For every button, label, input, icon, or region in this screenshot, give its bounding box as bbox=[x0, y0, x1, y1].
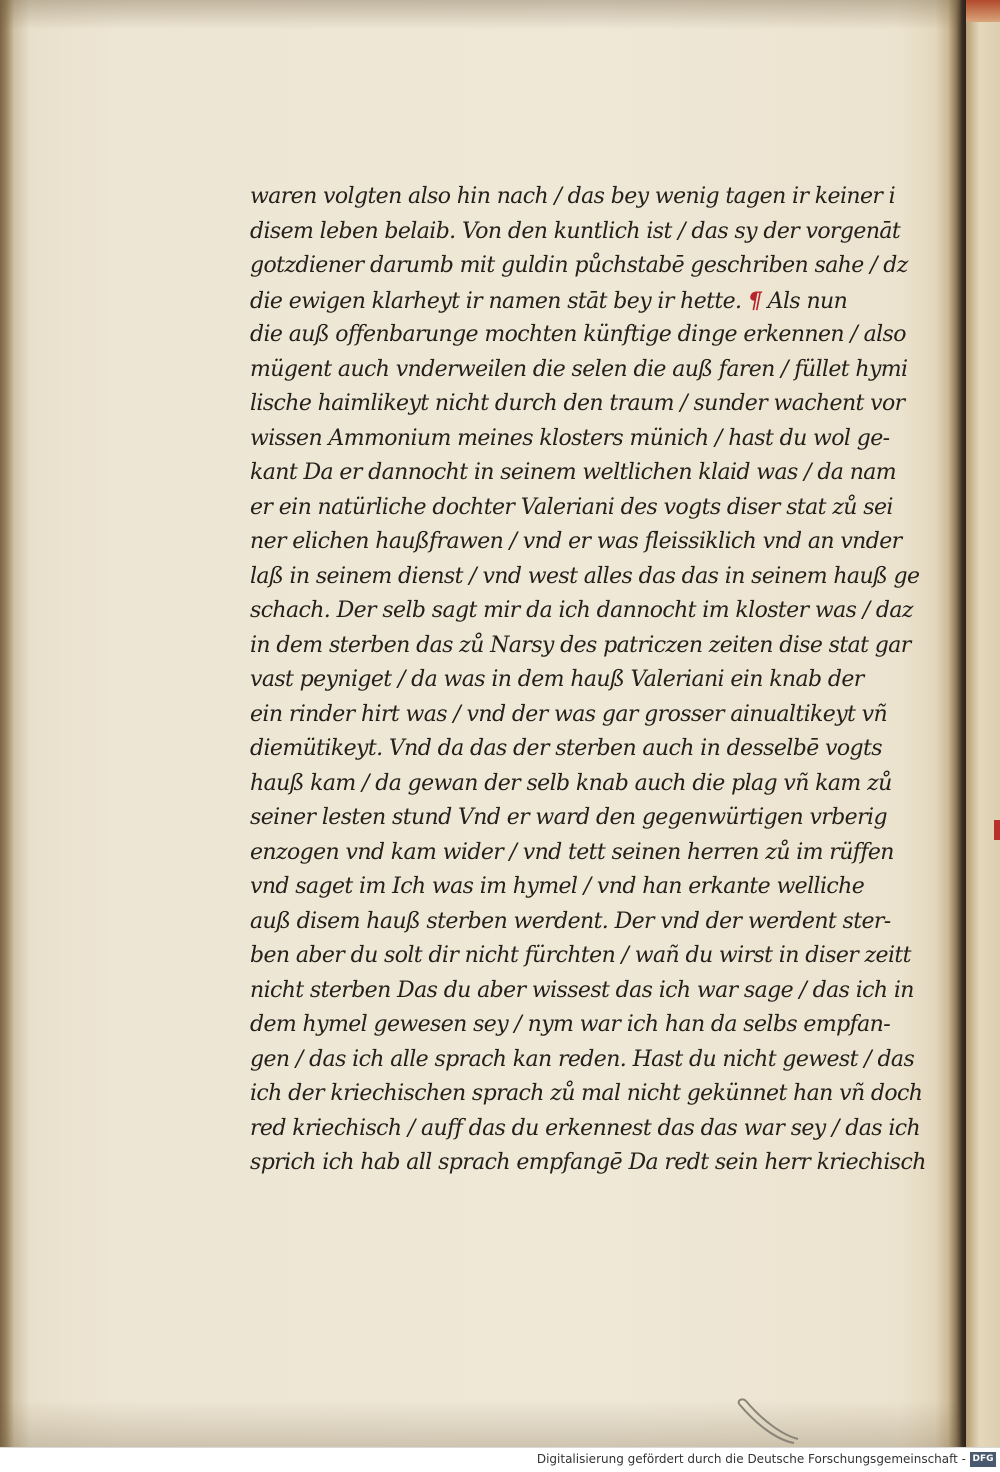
next-page-top-edge bbox=[966, 0, 1000, 22]
text-line: disem leben belaib. Von den kuntlich ist / das sy der vorgenāt bbox=[250, 218, 901, 244]
text-line-start: die ewigen klarheyt ir namen stāt bey ir hette. bbox=[250, 288, 742, 314]
text-line: er ein natürliche dochter Valeriani des vogts diser stat zů sei bbox=[250, 494, 893, 520]
text-line: red kriechisch / auff das du erkennest das das war sey / das ich bbox=[250, 1115, 921, 1141]
text-line: in dem sterben das zů Narsy des patriczen zeiten dise stat gar bbox=[250, 632, 911, 658]
text-line: seiner lesten stund Vnd er ward den gegenwürtigen vrberig bbox=[250, 805, 887, 830]
text-line: ein rinder hirt was / vnd der was gar grosser ainualtikeyt vñ bbox=[250, 701, 888, 727]
text-line-tail: Als nun bbox=[767, 288, 848, 314]
text-line: dem hymel gewesen sey / nym war ich han da selbs empfan- bbox=[250, 1012, 891, 1037]
text-line-with-rubric bbox=[250, 284, 850, 319]
page-top-shadow bbox=[0, 0, 960, 30]
text-line: enzogen vnd kam wider / vnd tett seinen herren zů im rüffen bbox=[250, 839, 894, 865]
next-page-edge bbox=[966, 0, 1000, 1447]
text-line: sprich ich hab all sprach empfangē Da redt sein herr kriechisch bbox=[250, 1150, 926, 1175]
text-line: schach. Der selb sagt mir da ich dannocht im kloster was / daz bbox=[250, 598, 913, 623]
text-line: waren volgten also hin nach / das bey wenig tagen ir keiner i bbox=[250, 184, 896, 209]
blackletter-text-block bbox=[250, 180, 926, 1181]
text-line: auß disem hauß sterben werdent. Der vnd der werdent ster- bbox=[250, 908, 891, 934]
text-line: kant Da er dannocht in seinem weltlichen klaid was / da nam bbox=[250, 460, 897, 485]
text-line: vast peyniget / da was in dem hauß Valeriani ein knab der bbox=[250, 667, 864, 692]
text-line: ner elichen haußfrawen / vnd er was fleissiklich vnd an vnder bbox=[250, 529, 902, 554]
pilcrow-rubric: ¶ bbox=[747, 287, 762, 314]
page-bottom-shadow bbox=[0, 1400, 960, 1447]
text-line: vnd saget im Ich was im hymel / vnd han erkante welliche bbox=[250, 874, 865, 899]
text-line: diemütikeyt. Vnd da das der sterben auch in desselbē vogts bbox=[250, 736, 882, 761]
text-line: nicht sterben Das du aber wissest das ich war sage / das ich in bbox=[250, 977, 914, 1003]
text-line: lische haimlikeyt nicht durch den traum / sunder wachent vor bbox=[250, 391, 905, 416]
text-line: die auß offenbarunge mochten künftige dinge erkennen / also bbox=[250, 322, 906, 347]
funding-notice: Digitalisierung gefördert durch die Deutsche Forschungsgemeinschaft - bbox=[536, 1452, 966, 1466]
dfg-logo: DFG bbox=[970, 1452, 996, 1467]
text-line: ben aber du solt dir nicht fürchten / wañ du wirst in diser zeitt bbox=[250, 943, 911, 968]
text-line: gotzdiener darumb mit guldin půchstabē geschriben sahe / dz bbox=[250, 253, 908, 278]
text-line: mügent auch vnderweilen die selen die auß faren / füllet hymi bbox=[250, 356, 908, 382]
digitization-footer bbox=[0, 1447, 1000, 1472]
text-line: laß in seinem dienst / vnd west alles das das in seinem hauß ge bbox=[250, 563, 920, 589]
text-line: ich der kriechischen sprach zů mal nicht gekünnet han vñ doch bbox=[250, 1081, 923, 1106]
paperclip-icon bbox=[732, 1395, 802, 1445]
edge-red-mark bbox=[994, 820, 1000, 840]
text-line: wissen Ammonium meines klosters münich / hast du wol ge- bbox=[250, 425, 890, 451]
text-line: hauß kam / da gewan der selb knab auch die plag vñ kam zů bbox=[250, 770, 892, 796]
text-line: gen / das ich alle sprach kan reden. Hast du nicht gewest / das bbox=[250, 1046, 915, 1072]
